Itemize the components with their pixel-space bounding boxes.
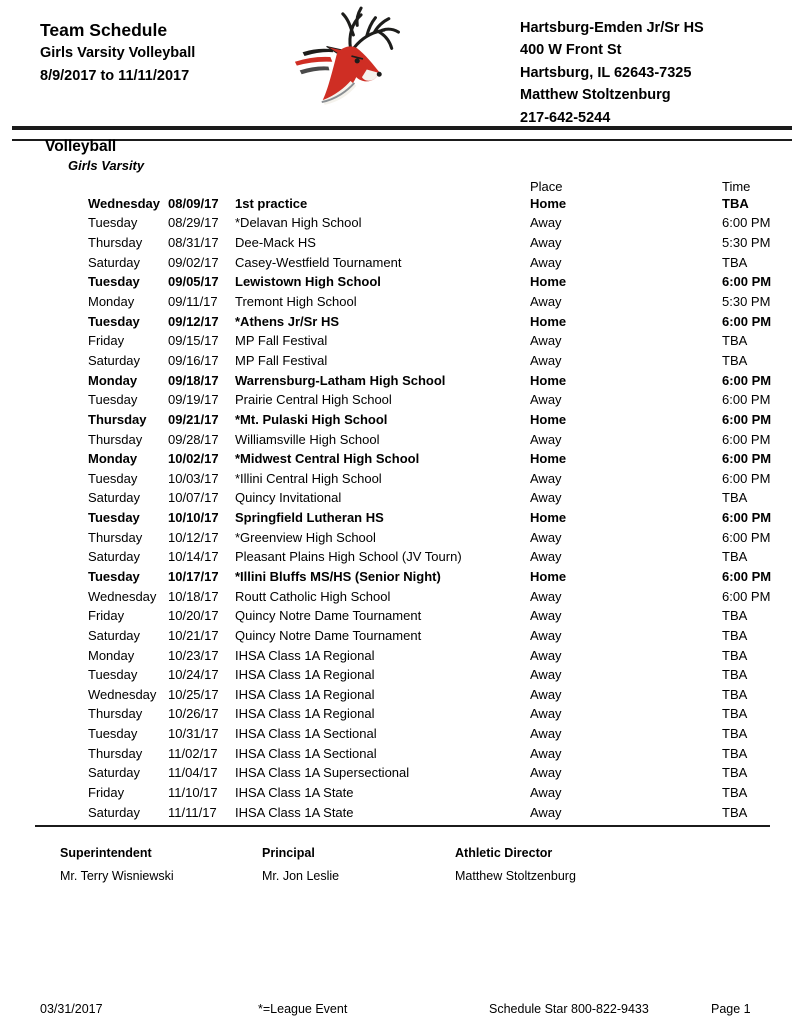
row-date: 11/02/17: [168, 745, 218, 761]
row-event: IHSA Class 1A State: [235, 804, 354, 820]
row-day: Monday: [88, 294, 135, 310]
row-place: Away: [530, 529, 562, 545]
row-day: Saturday: [88, 549, 141, 565]
row-day: Wednesday: [88, 195, 161, 211]
row-date: 09/21/17: [168, 411, 219, 427]
row-place: Away: [530, 470, 562, 486]
row-time: TBA: [722, 647, 748, 663]
row-day: Thursday: [88, 529, 143, 545]
schedule-row: [88, 704, 770, 724]
row-event: MP Fall Festival: [235, 333, 328, 349]
row-day: Tuesday: [88, 667, 138, 683]
schedule-row: [88, 292, 770, 312]
schedule-row: [88, 390, 770, 410]
row-place: Away: [530, 785, 562, 801]
row-day: Friday: [88, 333, 125, 349]
row-event: Quincy Notre Dame Tournament: [235, 627, 422, 643]
header-left: [40, 18, 195, 88]
row-day: Tuesday: [88, 510, 140, 526]
row-day: Tuesday: [88, 313, 140, 329]
row-time: 6:00 PM: [722, 372, 772, 388]
row-event: Prairie Central High School: [235, 392, 392, 408]
row-time: 6:00 PM: [722, 529, 771, 545]
row-place: Away: [530, 549, 562, 565]
row-event: Springfield Lutheran HS: [235, 510, 384, 526]
school-address: 400 W Front St: [520, 42, 622, 59]
row-place: Home: [530, 568, 567, 584]
row-time: TBA: [722, 706, 748, 722]
stag-mascot-logo-icon: [293, 6, 408, 113]
schedule-row: [88, 311, 770, 331]
row-time: TBA: [722, 549, 748, 565]
schedule-row: [88, 213, 770, 233]
row-day: Friday: [88, 785, 125, 801]
row-place: Away: [530, 294, 562, 310]
row-day: Thursday: [88, 745, 143, 761]
row-time: 6:00 PM: [722, 313, 772, 329]
row-place: Away: [530, 627, 562, 643]
row-place: Home: [530, 274, 567, 290]
row-date: 09/05/17: [168, 274, 219, 290]
row-event: IHSA Class 1A Sectional: [235, 745, 377, 761]
row-date: 08/29/17: [168, 215, 219, 231]
schedule-row: [88, 606, 770, 626]
row-time: 6:00 PM: [722, 411, 772, 427]
schedule-row: [88, 233, 770, 253]
row-event: Lewistown High School: [235, 274, 381, 290]
team-name: Girls Varsity Volleyball: [40, 45, 196, 61]
column-header-place: Place: [530, 179, 563, 194]
schedule-table: [88, 180, 770, 822]
row-event: MP Fall Festival: [235, 352, 328, 368]
row-date: 08/31/17: [168, 235, 219, 251]
row-day: Monday: [88, 647, 135, 663]
schedule-row: [88, 763, 770, 783]
row-time: 6:00 PM: [722, 431, 771, 447]
row-place: Away: [530, 588, 562, 604]
row-place: Away: [530, 726, 562, 742]
schedule-row: [88, 626, 770, 646]
row-date: 11/04/17: [168, 765, 218, 781]
row-day: Friday: [88, 608, 125, 624]
row-event: IHSA Class 1A Regional: [235, 667, 375, 683]
schedule-row: [88, 370, 770, 390]
row-time: TBA: [722, 490, 748, 506]
row-place: Away: [530, 686, 562, 702]
row-date: 10/25/17: [168, 686, 219, 702]
row-date: 10/10/17: [168, 510, 219, 526]
row-event: Quincy Notre Dame Tournament: [235, 608, 422, 624]
row-day: Tuesday: [88, 274, 140, 290]
signature-entry: [60, 846, 174, 883]
schedule-row: [88, 665, 770, 685]
row-time: TBA: [722, 352, 748, 368]
row-event: Pleasant Plains High School (JV Tourn): [235, 549, 462, 565]
row-place: Away: [530, 392, 562, 408]
row-day: Saturday: [88, 254, 141, 270]
school-city-state-zip: Hartsburg, IL 62643-7325: [520, 64, 692, 81]
row-place: Home: [530, 451, 567, 467]
row-day: Saturday: [88, 490, 141, 506]
row-time: TBA: [722, 333, 748, 349]
row-day: Thursday: [88, 431, 143, 447]
schedule-row: [88, 410, 770, 430]
row-date: 10/31/17: [168, 726, 219, 742]
signature-name: Mr. Jon Leslie: [262, 869, 340, 883]
signature-name: Matthew Stoltzenburg: [455, 869, 576, 883]
row-date: 10/26/17: [168, 706, 219, 722]
row-time: 6:00 PM: [722, 588, 771, 604]
schedule-row: [88, 449, 770, 469]
row-time: 6:00 PM: [722, 274, 772, 290]
schedule-row: [88, 724, 770, 744]
schedule-row: [88, 802, 770, 822]
row-date: 10/12/17: [168, 529, 219, 545]
row-event: *Illini Bluffs MS/HS (Senior Night): [235, 568, 441, 584]
schedule-row: [88, 488, 770, 508]
vendor-info: Schedule Star 800-822-9433: [489, 1002, 649, 1016]
schedule-row: [88, 351, 770, 371]
row-date: 09/12/17: [168, 313, 219, 329]
row-date: 09/19/17: [168, 392, 219, 408]
row-event: Williamsville High School: [235, 431, 380, 447]
row-place: Home: [530, 313, 567, 329]
row-time: TBA: [722, 608, 748, 624]
row-day: Tuesday: [88, 568, 140, 584]
row-date: 10/21/17: [168, 627, 219, 643]
row-date: 09/02/17: [168, 254, 219, 270]
schedule-row: [88, 429, 770, 449]
row-day: Wednesday: [88, 588, 157, 604]
row-time: TBA: [722, 686, 748, 702]
row-day: Tuesday: [88, 215, 138, 231]
schedule-column-headers: [88, 180, 770, 194]
row-time: 6:00 PM: [722, 510, 772, 526]
schedule-row: [88, 527, 770, 547]
row-event: Warrensburg-Latham High School: [235, 372, 446, 388]
row-time: 6:00 PM: [722, 451, 772, 467]
row-time: 5:30 PM: [722, 235, 771, 251]
schedule-row: [88, 685, 770, 705]
league-event-legend: *=League Event: [258, 1002, 348, 1016]
row-place: Away: [530, 706, 562, 722]
row-place: Away: [530, 667, 562, 683]
row-time: TBA: [722, 726, 748, 742]
row-day: Tuesday: [88, 470, 138, 486]
row-date: 10/02/17: [168, 451, 219, 467]
schedule-row: [88, 567, 770, 587]
row-event: *Greenview High School: [235, 529, 376, 545]
sport-title: Volleyball: [45, 138, 117, 155]
row-time: TBA: [722, 785, 748, 801]
row-place: Away: [530, 647, 562, 663]
row-time: TBA: [722, 195, 749, 211]
row-date: 09/15/17: [168, 333, 219, 349]
row-event: IHSA Class 1A State: [235, 785, 354, 801]
schedule-row: [88, 468, 770, 488]
row-date: 10/24/17: [168, 667, 219, 683]
row-day: Saturday: [88, 804, 141, 820]
team-level-title: Girls Varsity: [68, 158, 145, 173]
row-time: 6:00 PM: [722, 215, 771, 231]
signature-entry: [455, 846, 576, 883]
row-date: 10/18/17: [168, 588, 219, 604]
row-place: Home: [530, 372, 567, 388]
schedule-row: [88, 743, 770, 763]
row-day: Wednesday: [88, 686, 157, 702]
schedule-row: [88, 645, 770, 665]
row-day: Tuesday: [88, 726, 138, 742]
row-place: Away: [530, 333, 562, 349]
row-place: Away: [530, 215, 562, 231]
row-event: Quincy Invitational: [235, 490, 342, 506]
row-date: 10/07/17: [168, 490, 219, 506]
row-event: IHSA Class 1A Regional: [235, 686, 375, 702]
signature-entry: [262, 846, 339, 883]
spacer: [88, 180, 530, 194]
signature-name: Mr. Terry Wisniewski: [60, 869, 174, 883]
signature-title: Principal: [262, 846, 315, 860]
row-date: 10/03/17: [168, 470, 219, 486]
row-time: 6:00 PM: [722, 392, 771, 408]
page-number: Page 1: [711, 1002, 751, 1016]
row-event: Routt Catholic High School: [235, 588, 391, 604]
row-time: 6:00 PM: [722, 568, 772, 584]
header-divider: [12, 126, 792, 141]
schedule-row: [88, 586, 770, 606]
row-event: IHSA Class 1A Sectional: [235, 726, 377, 742]
row-day: Saturday: [88, 352, 141, 368]
row-event: *Delavan High School: [235, 215, 362, 231]
row-event: Tremont High School: [235, 294, 357, 310]
footer-divider: [35, 825, 770, 827]
row-place: Away: [530, 352, 562, 368]
page-title: Team Schedule: [40, 20, 168, 40]
row-place: Away: [530, 745, 562, 761]
row-time: 5:30 PM: [722, 294, 771, 310]
row-time: TBA: [722, 745, 748, 761]
contact-name: Matthew Stoltzenburg: [520, 87, 671, 104]
row-date: 10/23/17: [168, 647, 219, 663]
row-time: TBA: [722, 254, 748, 270]
schedule-row: [88, 252, 770, 272]
schedule-row: [88, 272, 770, 292]
row-day: Thursday: [88, 235, 143, 251]
row-day: Thursday: [88, 706, 143, 722]
row-date: 10/20/17: [168, 608, 219, 624]
signature-title: Superintendent: [60, 846, 152, 860]
row-date: 10/17/17: [168, 568, 219, 584]
print-date: 03/31/2017: [40, 1002, 103, 1016]
row-date: 10/14/17: [168, 549, 219, 565]
row-day: Monday: [88, 451, 138, 467]
row-event: *Illini Central High School: [235, 470, 382, 486]
schedule-row: [88, 194, 770, 214]
row-place: Home: [530, 411, 567, 427]
schedule-row: [88, 783, 770, 803]
row-event: IHSA Class 1A Supersectional: [235, 765, 410, 781]
schedule-row: [88, 331, 770, 351]
row-place: Home: [530, 195, 567, 211]
contact-phone: 217-642-5244: [520, 109, 611, 126]
column-header-time: Time: [722, 179, 751, 194]
row-day: Saturday: [88, 627, 141, 643]
row-place: Away: [530, 765, 562, 781]
header-right: [520, 17, 704, 129]
row-day: Saturday: [88, 765, 141, 781]
row-event: Dee-Mack HS: [235, 235, 316, 251]
row-date: 09/11/17: [168, 294, 218, 310]
row-time: 6:00 PM: [722, 470, 771, 486]
signature-title: Athletic Director: [455, 846, 553, 860]
row-event: IHSA Class 1A Regional: [235, 647, 375, 663]
row-place: Home: [530, 510, 567, 526]
season-date-range: 8/9/2017 to 11/11/2017: [40, 68, 190, 84]
row-date: 09/18/17: [168, 372, 219, 388]
schedule-row: [88, 547, 770, 567]
row-date: 11/10/17: [168, 785, 218, 801]
row-event: Casey-Westfield Tournament: [235, 254, 402, 270]
row-day: Thursday: [88, 411, 147, 427]
row-time: TBA: [722, 627, 748, 643]
row-date: 09/28/17: [168, 431, 219, 447]
signature-block: [0, 846, 800, 896]
row-place: Away: [530, 431, 562, 447]
row-event: 1st practice: [235, 195, 308, 211]
row-place: Away: [530, 235, 562, 251]
row-time: TBA: [722, 765, 748, 781]
row-place: Away: [530, 254, 562, 270]
row-place: Away: [530, 490, 562, 506]
row-time: TBA: [722, 667, 748, 683]
row-event: IHSA Class 1A Regional: [235, 706, 375, 722]
row-time: TBA: [722, 804, 748, 820]
schedule-row: [88, 508, 770, 528]
row-event: *Athens Jr/Sr HS: [235, 313, 340, 329]
row-date: 08/09/17: [168, 195, 219, 211]
row-date: 11/11/17: [168, 804, 217, 820]
row-date: 09/16/17: [168, 352, 219, 368]
row-event: *Mt. Pulaski High School: [235, 411, 388, 427]
schedule-rows: [88, 194, 770, 823]
row-day: Tuesday: [88, 392, 138, 408]
row-place: Away: [530, 608, 562, 624]
school-name: Hartsburg-Emden Jr/Sr HS: [520, 20, 704, 36]
row-day: Monday: [88, 372, 138, 388]
row-place: Away: [530, 804, 562, 820]
row-event: *Midwest Central High School: [235, 451, 420, 467]
